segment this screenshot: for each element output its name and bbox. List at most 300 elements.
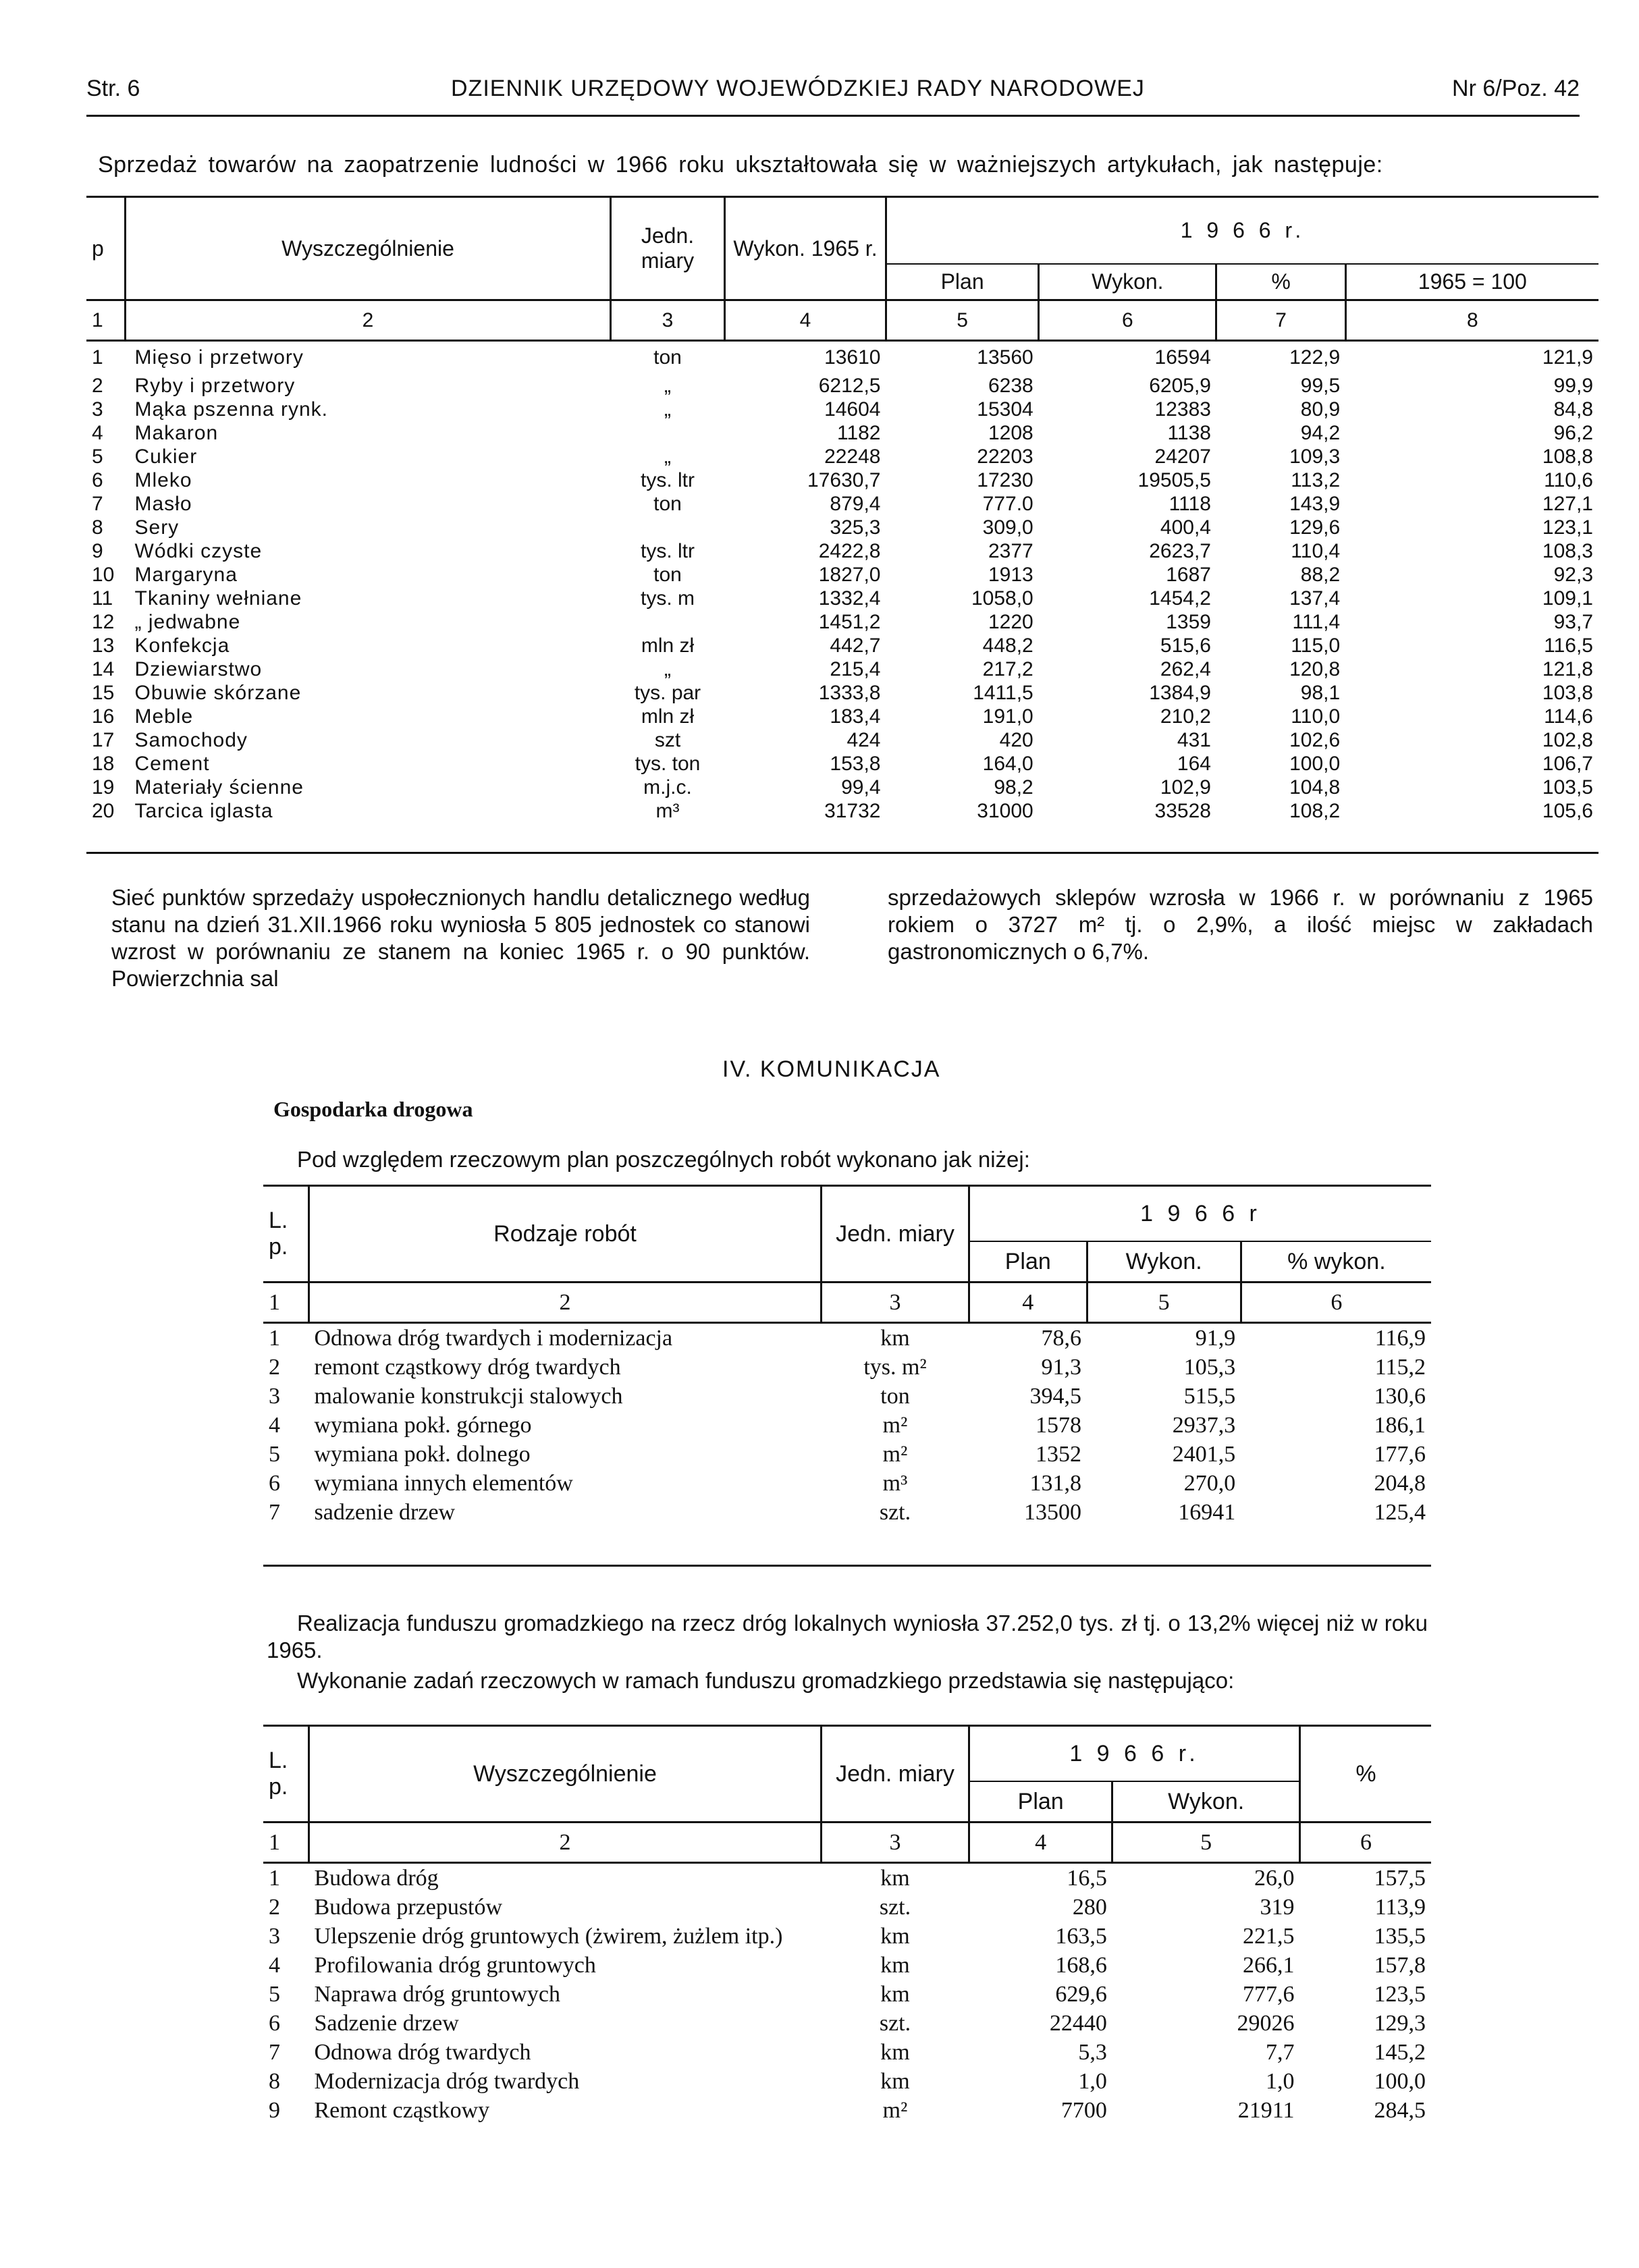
item-name: Ryby i przetwory [134, 375, 296, 397]
unit-cell: „ [664, 398, 671, 421]
t3-name-header: Wyszczególnienie [309, 1726, 822, 1823]
executed-value: 1,0 [1266, 2068, 1295, 2094]
table-row [263, 1440, 1431, 1469]
plan-value: 280 [1072, 1894, 1107, 1920]
column-number: 7 [1216, 300, 1345, 341]
item-name: Mleko [134, 469, 192, 491]
unit-cell: tys. m² [863, 1354, 927, 1380]
plan-value: 16,5 [1067, 1865, 1107, 1891]
table-row [86, 398, 1598, 422]
index-value: 96,2 [1553, 422, 1593, 444]
percent-value: 177,6 [1374, 1441, 1426, 1467]
row-number: 20 [92, 800, 115, 822]
percent-value: 110,4 [1291, 540, 1341, 562]
unit-cell: tys. m [641, 587, 695, 610]
percent-value: 129,6 [1289, 516, 1341, 539]
column-number: 3 [822, 1282, 969, 1323]
index-value: 106,7 [1542, 753, 1593, 775]
paragraph-plan: Pod względem rzeczowym plan poszczególnych robót wykonano jak niżej: [297, 1147, 1030, 1172]
index-value: 108,8 [1542, 446, 1593, 468]
item-name: Meble [134, 705, 194, 728]
executed-value: 1138 [1167, 422, 1211, 444]
unit-cell: „ [664, 375, 671, 397]
row-number: 5 [269, 1441, 280, 1467]
index-value: 121,9 [1542, 346, 1593, 369]
executed-value: 515,5 [1183, 1383, 1236, 1409]
unit-cell: tys. ton [635, 753, 701, 775]
col-year-header: 1 9 6 6 r. [886, 197, 1599, 264]
column-number: 3 [611, 300, 725, 341]
index-value: 110,6 [1544, 469, 1593, 491]
plan-value: 15304 [977, 398, 1033, 421]
unit-cell [611, 516, 725, 540]
executed-value: 2401,5 [1172, 1441, 1236, 1467]
row-number: 11 [92, 587, 113, 610]
unit-cell: ton [653, 493, 682, 515]
unit-cell: km [880, 1865, 910, 1891]
unit-cell: km [880, 1923, 910, 1949]
executed-value: 777,6 [1243, 1981, 1295, 2007]
percent-value: 129,3 [1374, 2010, 1426, 2036]
table-row [86, 540, 1598, 564]
item-name: Dziewiarstwo [134, 658, 263, 680]
t2-plan-header: Plan [969, 1241, 1087, 1282]
table-row [86, 729, 1598, 753]
row-number: 7 [269, 2039, 280, 2065]
percent-value: 98,1 [1300, 682, 1341, 704]
header-rule [86, 115, 1580, 117]
t3-pct-header: % [1300, 1726, 1432, 1823]
item-name: Obuwie skórzane [134, 682, 302, 704]
plan-value: 13560 [977, 346, 1033, 369]
prev-year-value: 1827,0 [818, 564, 881, 586]
table1-bottom-rule [86, 852, 1598, 854]
table-row [86, 658, 1598, 682]
executed-value: 210,2 [1160, 705, 1211, 728]
column-number: 1 [269, 1829, 280, 1855]
t2-pct-header: % wykon. [1241, 1241, 1431, 1282]
item-name: Profilowania dróg gruntowych [314, 1952, 596, 1978]
table-row [86, 422, 1598, 446]
percent-value: 111,4 [1292, 611, 1341, 633]
percent-value: 284,5 [1374, 2097, 1426, 2123]
table-row [263, 2096, 1431, 2125]
t3-year-header: 1 9 6 6 r. [969, 1726, 1300, 1782]
intro-text: Sprzedaż towarów na zaopatrzenie ludności w 1966 roku ukształtowała się w ważniejszych artykułach, jak następuje: [98, 152, 1383, 178]
plan-value: 1913 [988, 564, 1033, 586]
plan-value: 1411,5 [973, 682, 1033, 704]
plan-value: 448,2 [982, 634, 1033, 657]
percent-value: 100,0 [1374, 2068, 1426, 2094]
plan-value: 1,0 [1078, 2068, 1107, 2094]
plan-value: 191,0 [982, 705, 1033, 728]
t3-lp-header: L. p. [269, 1748, 288, 1800]
t2-year-header: 1 9 6 6 r [969, 1186, 1432, 1242]
unit-cell: tys. ltr [641, 469, 695, 491]
percent-value: 157,5 [1374, 1865, 1426, 1891]
item-name: Wódki czyste [134, 540, 263, 562]
item-name: Konfekcja [134, 634, 230, 657]
table-row [86, 446, 1598, 469]
percent-value: 125,4 [1374, 1499, 1426, 1525]
row-number: 4 [269, 1412, 280, 1438]
table-row [263, 1323, 1431, 1353]
unit-cell: szt. [879, 1499, 911, 1525]
row-number: 8 [269, 2068, 280, 2094]
index-value: 92,3 [1553, 564, 1593, 586]
table-row [86, 800, 1598, 824]
percent-value: 108,2 [1289, 800, 1341, 822]
percent-value: 157,8 [1374, 1952, 1426, 1978]
percent-value: 135,5 [1374, 1923, 1426, 1949]
index-value: 102,8 [1542, 729, 1593, 751]
column-number: 8 [1345, 300, 1598, 341]
t2-wyk-header: Wykon. [1087, 1241, 1241, 1282]
item-name: Cukier [134, 446, 198, 468]
executed-value: 1118 [1168, 493, 1211, 515]
executed-value: 2937,3 [1172, 1412, 1236, 1438]
page-header [86, 76, 1580, 116]
unit-cell: m.j.c. [643, 776, 692, 799]
executed-value: 262,4 [1160, 658, 1211, 680]
index-value: 109,1 [1542, 587, 1593, 610]
executed-value: 221,5 [1243, 1923, 1295, 1949]
table-row [263, 1353, 1431, 1382]
index-value: 123,1 [1542, 516, 1593, 539]
item-name: sadzenie drzew [314, 1499, 456, 1525]
table-row [86, 375, 1598, 398]
item-name: Sery [134, 516, 180, 539]
unit-cell: km [880, 1981, 910, 2007]
prev-year-value: 325,3 [830, 516, 881, 539]
plan-value: 91,3 [1041, 1354, 1082, 1380]
percent-value: 113,2 [1291, 469, 1341, 491]
row-number: 9 [269, 2097, 280, 2123]
prev-year-value: 424 [847, 729, 881, 751]
row-number: 5 [269, 1981, 280, 2007]
executed-value: 2623,7 [1149, 540, 1211, 562]
paragraph-right: sprzedażowych sklepów wzrosła w 1966 r. w porównaniu z 1965 rokiem o 3727 m² tj. o 2,9%, a ilość miejsc w zakładach gastronomicznych o 6,7%. [888, 885, 1593, 964]
row-number: 10 [92, 564, 115, 586]
percent-value: 88,2 [1300, 564, 1341, 586]
item-name: remont cząstkowy dróg twardych [314, 1354, 621, 1380]
row-number: 19 [92, 776, 115, 799]
plan-value: 629,6 [1055, 1981, 1107, 2007]
executed-value: 6205,9 [1149, 375, 1211, 397]
percent-value: 145,2 [1374, 2039, 1426, 2065]
percent-value: 80,9 [1300, 398, 1341, 421]
t2-name-header: Rodzaje robót [309, 1186, 822, 1282]
executed-value: 24207 [1154, 446, 1211, 468]
table-row [263, 1469, 1431, 1498]
prev-year-value: 1182 [836, 422, 881, 444]
unit-cell: m³ [882, 1470, 908, 1496]
executed-value: 431 [1177, 729, 1211, 751]
percent-value: 94,2 [1300, 422, 1341, 444]
executed-value: 1384,9 [1149, 682, 1211, 704]
index-value: 103,5 [1542, 776, 1593, 799]
unit-cell [611, 611, 725, 634]
index-value: 108,3 [1542, 540, 1593, 562]
plan-value: 22440 [1049, 2010, 1107, 2036]
percent-value: 186,1 [1374, 1412, 1426, 1438]
col-lp-header: p [92, 236, 104, 261]
plan-value: 31000 [977, 800, 1033, 822]
col-plan-header: Plan [886, 264, 1039, 300]
row-number: 1 [269, 1325, 280, 1351]
t2-unit-header: Jedn. miary [822, 1186, 969, 1282]
plan-value: 7700 [1060, 2097, 1107, 2123]
prev-year-value: 31732 [824, 800, 881, 822]
fund-tasks-table [263, 1725, 1431, 2125]
item-name: wymiana pokł. górnego [314, 1412, 532, 1438]
plan-value: 78,6 [1041, 1325, 1082, 1351]
percent-value: 120,8 [1289, 658, 1341, 680]
unit-cell: szt [654, 729, 681, 751]
row-number: 4 [269, 1952, 280, 1978]
row-number: 6 [269, 2010, 280, 2036]
prev-year-value: 215,4 [830, 658, 881, 680]
executed-value: 1454,2 [1149, 587, 1211, 610]
index-value: 114,6 [1544, 705, 1593, 728]
col-unit-header: Jedn. miary [611, 197, 725, 300]
unit-cell: szt. [879, 1894, 911, 1920]
column-number: 3 [822, 1823, 969, 1863]
col-pct-header: % [1216, 264, 1345, 300]
plan-value: 131,8 [1029, 1470, 1082, 1496]
executed-value: 26,0 [1254, 1865, 1295, 1891]
item-name: wymiana innych elementów [314, 1470, 573, 1496]
executed-value: 29026 [1237, 2010, 1295, 2036]
table-row [263, 2009, 1431, 2038]
row-number: 18 [92, 753, 115, 775]
unit-cell: tys. par [634, 682, 701, 704]
percent-value: 115,2 [1374, 1354, 1426, 1380]
paragraph-tasks: Wykonanie zadań rzeczowych w ramach funduszu gromadzkiego przedstawia się następująco: [297, 1668, 1235, 1693]
item-name: Cement [134, 753, 210, 775]
column-number: 4 [725, 300, 886, 341]
row-number: 3 [92, 398, 103, 421]
t3-wyk-header: Wykon. [1112, 1781, 1300, 1822]
index-value: 116,5 [1544, 634, 1593, 657]
table-row [263, 1980, 1431, 2009]
percent-value: 100,0 [1289, 753, 1341, 775]
section-title: IV. KOMUNIKACJA [722, 1056, 941, 1082]
column-number: 2 [309, 1282, 822, 1323]
percent-value: 116,9 [1374, 1325, 1426, 1351]
unit-cell: km [880, 1325, 910, 1351]
t2-lp-header: L. p. [269, 1208, 288, 1260]
row-number: 2 [269, 1894, 280, 1920]
index-value: 103,8 [1542, 682, 1593, 704]
percent-value: 123,5 [1374, 1981, 1426, 2007]
table-row [263, 2067, 1431, 2096]
plan-value: 309,0 [982, 516, 1033, 539]
plan-value: 13500 [1024, 1499, 1082, 1525]
index-value: 84,8 [1553, 398, 1593, 421]
column-number: 4 [969, 1823, 1112, 1863]
item-name: Odnowa dróg twardych [314, 2039, 531, 2065]
percent-value: 143,9 [1289, 493, 1341, 515]
unit-cell: mln zł [641, 634, 695, 657]
unit-cell: ton [653, 346, 682, 369]
percent-value: 109,3 [1289, 446, 1341, 468]
item-name: Materiały ścienne [134, 776, 304, 799]
row-number: 12 [92, 611, 115, 633]
table-row [263, 1411, 1431, 1440]
column-number: 6 [1300, 1823, 1432, 1863]
row-number: 14 [92, 658, 115, 680]
executed-value: 105,3 [1183, 1354, 1236, 1380]
item-name: Remont cząstkowy [314, 2097, 490, 2123]
percent-value: 130,6 [1374, 1383, 1426, 1409]
percent-value: 204,8 [1374, 1470, 1426, 1496]
table-row [86, 682, 1598, 705]
prev-year-value: 99,4 [841, 776, 881, 799]
column-number: 6 [1039, 300, 1216, 341]
unit-cell: m³ [655, 800, 680, 822]
item-name: Makaron [134, 422, 219, 444]
table-row [86, 776, 1598, 800]
executed-value: 21911 [1237, 2097, 1295, 2123]
table-row [263, 1951, 1431, 1980]
executed-value: 1687 [1166, 564, 1211, 586]
prev-year-value: 153,8 [830, 753, 881, 775]
col-prev-header: Wykon. 1965 r. [725, 197, 886, 300]
prev-year-value: 13610 [824, 346, 881, 369]
unit-cell: „ [664, 446, 671, 468]
column-number: 2 [126, 300, 611, 341]
table-row [86, 469, 1598, 493]
item-name: Budowa dróg [314, 1865, 439, 1891]
item-name: Margaryna [134, 564, 238, 586]
row-number: 1 [92, 346, 103, 369]
item-name: Odnowa dróg twardych i modernizacja [314, 1325, 673, 1351]
executed-value: 266,1 [1243, 1952, 1295, 1978]
plan-value: 1220 [988, 611, 1033, 633]
column-number: 1 [269, 1289, 280, 1315]
prev-year-value: 2422,8 [818, 540, 881, 562]
row-number: 13 [92, 634, 115, 657]
table-row [263, 1863, 1431, 1893]
row-number: 5 [92, 446, 103, 468]
plan-value: 164,0 [982, 753, 1033, 775]
prev-year-value: 6212,5 [818, 375, 881, 397]
row-number: 1 [269, 1865, 280, 1891]
table-row [86, 516, 1598, 540]
percent-value: 102,6 [1289, 729, 1341, 751]
col-name-header: Wyszczególnienie [126, 197, 611, 300]
table-row [86, 564, 1598, 587]
executed-value: 270,0 [1183, 1470, 1236, 1496]
item-name: Sadzenie drzew [314, 2010, 459, 2036]
road-works-table [263, 1185, 1431, 1527]
item-name: Mięso i przetwory [134, 346, 304, 369]
index-value: 99,9 [1553, 375, 1593, 397]
column-number: 6 [1241, 1282, 1431, 1323]
plan-value: 22203 [977, 446, 1033, 468]
unit-cell: tys. ltr [641, 540, 695, 562]
column-number: 5 [1087, 1282, 1241, 1323]
plan-value: 6238 [988, 375, 1033, 397]
plan-value: 420 [999, 729, 1033, 751]
unit-cell: km [880, 2039, 910, 2065]
unit-cell: ton [880, 1383, 910, 1409]
table-row [86, 341, 1598, 375]
column-number: 5 [1112, 1823, 1300, 1863]
executed-value: 16941 [1178, 1499, 1236, 1525]
executed-value: 1359 [1166, 611, 1211, 633]
column-number: 4 [969, 1282, 1087, 1323]
row-number: 6 [92, 469, 103, 491]
table-row [86, 634, 1598, 658]
percent-value: 110,0 [1291, 705, 1341, 728]
index-value: 127,1 [1542, 493, 1593, 515]
plan-value: 168,6 [1055, 1952, 1107, 1978]
sales-table [86, 196, 1598, 824]
paragraph-fund: Realizacja funduszu gromadzkiego na rzecz dróg lokalnych wyniosła 37.252,0 tys. zł tj. o 13,2% więcej niż w roku 1965. [267, 1611, 1428, 1663]
percent-value: 113,9 [1374, 1894, 1426, 1920]
col-wykon-header: Wykon. [1039, 264, 1216, 300]
row-number: 8 [92, 516, 103, 539]
plan-value: 217,2 [982, 658, 1033, 680]
row-number: 9 [92, 540, 103, 562]
prev-year-value: 1451,2 [818, 611, 881, 633]
table-row [263, 1893, 1431, 1922]
executed-value: 7,7 [1266, 2039, 1295, 2065]
unit-cell: m² [882, 1412, 908, 1438]
issue-number: Nr 6/Poz. 42 [1452, 76, 1580, 101]
prev-year-value: 17630,7 [807, 469, 881, 491]
row-number: 3 [269, 1383, 280, 1409]
executed-value: 91,9 [1195, 1325, 1236, 1351]
plan-value: 5,3 [1078, 2039, 1107, 2065]
executed-value: 515,6 [1160, 634, 1211, 657]
column-number: 5 [886, 300, 1039, 341]
page-number: Str. 6 [86, 76, 140, 101]
row-number: 2 [269, 1354, 280, 1380]
table-row [86, 753, 1598, 776]
table-row [86, 493, 1598, 516]
percent-value: 115,0 [1291, 634, 1341, 657]
item-name: wymiana pokł. dolnego [314, 1441, 531, 1467]
col-idx-header: 1965 = 100 [1345, 264, 1598, 300]
unit-cell: szt. [879, 2010, 911, 2036]
unit-cell [611, 422, 725, 446]
table-row [86, 587, 1598, 611]
plan-value: 163,5 [1055, 1923, 1107, 1949]
row-number: 7 [92, 493, 103, 515]
row-number: 2 [92, 375, 103, 397]
executed-value: 33528 [1154, 800, 1211, 822]
percent-value: 137,4 [1289, 587, 1341, 610]
table-row [263, 1382, 1431, 1411]
item-name: „ jedwabne [134, 611, 241, 633]
item-name: Naprawa dróg gruntowych [314, 1981, 560, 2007]
t3-plan-header: Plan [969, 1781, 1112, 1822]
executed-value: 12383 [1154, 398, 1211, 421]
item-name: Samochody [134, 729, 248, 751]
prev-year-value: 14604 [824, 398, 881, 421]
executed-value: 19505,5 [1137, 469, 1211, 491]
row-number: 3 [269, 1923, 280, 1949]
prev-year-value: 442,7 [830, 634, 881, 657]
item-name: Budowa przepustów [314, 1894, 503, 1920]
paragraph-left: Sieć punktów sprzedaży uspołecznionych handlu detalicznego według stanu na dzień 31.XII.1966 roku wyniosła 5 805 jednostek co stanowi wzrost w porównaniu ze stanem na koniec 1965 r. o 90 punktów. Powierzchnia sal [111, 885, 810, 991]
plan-value: 98,2 [994, 776, 1033, 799]
executed-value: 319 [1260, 1894, 1295, 1920]
executed-value: 102,9 [1160, 776, 1211, 799]
